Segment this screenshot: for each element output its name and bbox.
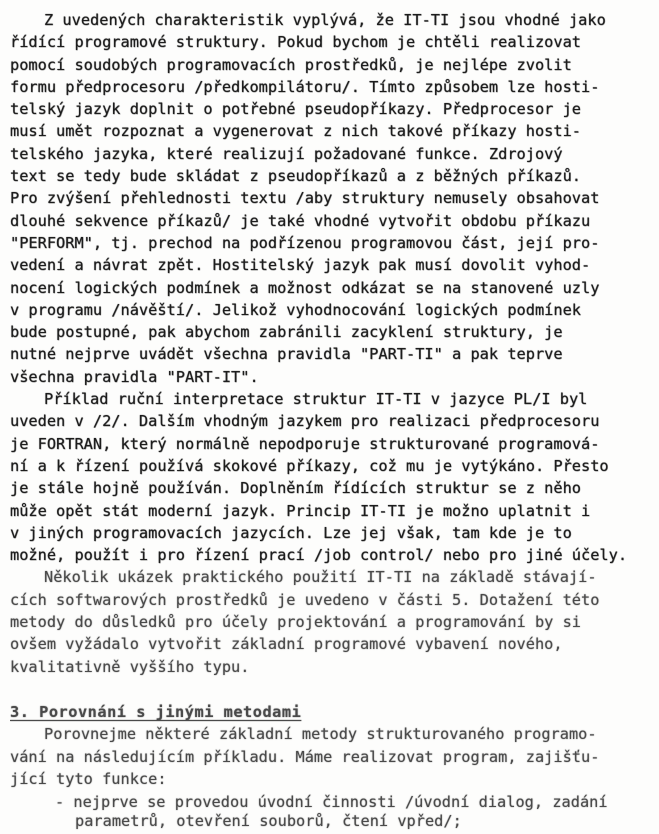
text-line: Z uvedených charakteristik vyplývá, že IT-TI jsou vhodné jako <box>44 11 606 29</box>
text-line: kvalitativně vyššího typu. <box>10 657 250 676</box>
text-line: je stále hojně používán. Doplněním řídících struktur se z něho <box>10 479 581 498</box>
text-line: cích softwarových prostředků je uvedeno v části 5. Dotažení této <box>10 590 600 609</box>
text-line: telského jazyka, které realizují požadované funkce. Zdrojový <box>10 144 563 163</box>
text-line: vání na následujícím příkladu. Máme realizovat program, zajišťu- <box>10 747 600 766</box>
text-line: text se tedy bude skládat z pseudopříkazů a z běžných příkazů. <box>10 167 581 186</box>
text-line: uveden v /2/. Dalším vhodným jazykem pro realizaci předprocesoru <box>10 412 600 431</box>
text-line: nutné nejprve uvádět všechna pravidla "PART-TI" a pak teprve <box>10 345 563 364</box>
text-line: dlouhé sekvence příkazů/ je také vhodné vytvořit obdobu příkazu <box>10 211 591 230</box>
text-line: "PERFORM", tj. prechod na podřízenou programovou část, její pro- <box>10 233 600 252</box>
text-line: telský jazyk doplnit o potřebné pseudopříkazy. Předprocesor je <box>10 100 581 119</box>
section-heading <box>10 701 653 723</box>
paragraph <box>10 566 653 677</box>
text-line: vedení a návrat zpět. Hostitelský jazyk pak musí dovolit vyhod- <box>10 256 591 275</box>
text-line: Několik ukázek praktického použití IT-TI na základě stávají- <box>44 568 597 587</box>
text-line: nocení logických podmínek a možnost odkázat se na stanovené uzly <box>10 278 600 297</box>
text-line: Příklad ruční interpretace struktur IT-TI v jazyce PL/I byl <box>44 390 588 409</box>
text-line: bude postupné, pak abychom zabránili zacyklení struktury, je <box>10 323 563 342</box>
text-line: v jiných programovacích jazycích. Lze jej však, tam kde je to <box>10 523 572 542</box>
text-line: v programu /návěští/. Jelikož vyhodnocování logických podmínek <box>10 300 581 319</box>
paragraph <box>10 388 653 566</box>
bullet-item <box>10 793 653 831</box>
text-line: metody do důsledků pro účely projektování a programování by si <box>10 613 581 632</box>
text-line: formu předprocesoru /předkompilátoru/. Tímto způsobem lze hosti- <box>10 77 600 96</box>
text-line: možné, použít i pro řízení prací /job control/ nebo pro jiné účely. <box>10 546 628 565</box>
text-line: musí umět rozpoznat a vygenerovat z nich takové příkazy hosti- <box>10 122 581 141</box>
text-line: 3. Porovnání s jinými metodami <box>10 702 302 721</box>
text-line: Pro zvýšení přehlednosti textu /aby struktury nemusely obsahovat <box>10 189 600 208</box>
text-line: Porovnejme některé základní metody strukturovaného programo- <box>44 725 597 744</box>
text-line: může opět stát moderní jazyk. Princip IT-TI je možno uplatnit i <box>10 501 591 520</box>
text-line: ní a k řízení používá skokové příkazy, což mu je vytýkáno. Přesto <box>10 456 609 475</box>
text-line: pomocí soudobých programovacích prostředků, je nejlépe zvolit <box>10 55 572 74</box>
text-line: jící tyto funkce: <box>10 769 167 788</box>
paragraph <box>10 723 653 790</box>
text-line: řídící programové struktury. Pokud bychom je chtěli realizovat <box>10 33 581 52</box>
paragraph <box>10 9 653 388</box>
text-line: - nejprve se provedou úvodní činnosti /úvodní dialog, zadání <box>55 793 608 812</box>
text-line: parametrů, otevření souborů, čtení vpřed/; <box>75 812 462 831</box>
text-line: všechna pravidla "PART-IT". <box>10 367 259 386</box>
text-line: je FORTRAN, který normálně nepodporuje strukturované programová- <box>10 434 600 453</box>
text-line: ovšem vyžádalo vytvořit základní programové vybavení nového, <box>10 635 563 654</box>
